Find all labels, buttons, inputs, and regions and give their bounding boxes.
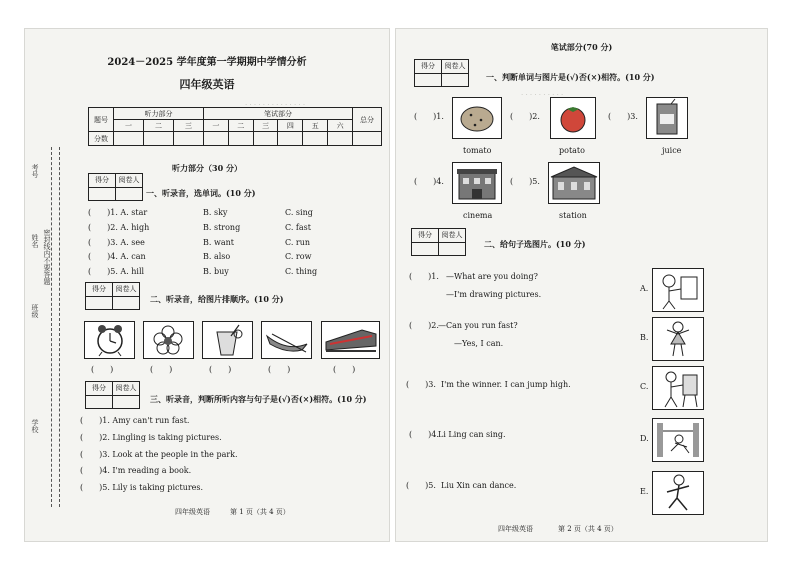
sentence-reply: —I'm drawing pictures. xyxy=(446,290,542,299)
picture-3 xyxy=(646,97,688,139)
score-label: 得分 xyxy=(86,382,113,395)
question-5: ( )5. xyxy=(510,177,540,186)
question-3: ( )3. A. see xyxy=(88,238,145,247)
station-icon xyxy=(549,163,599,203)
option-b: B. sky xyxy=(203,208,228,217)
picture-5 xyxy=(548,162,600,204)
question-3: ( )3. xyxy=(608,112,638,121)
score-table-cell: 三 xyxy=(173,120,203,132)
score-table-header: 题号 xyxy=(89,108,114,132)
option-c: C. thing xyxy=(285,267,318,276)
train-picture xyxy=(321,321,380,359)
seal-line-note: 密封线内不要答题 xyxy=(43,229,51,285)
exam-subtitle: 四年级英语 xyxy=(179,78,235,91)
order-blank[interactable]: ( ) xyxy=(91,365,114,374)
score-label: 得分 xyxy=(86,283,113,296)
exam-page-1 xyxy=(24,28,390,542)
question-4: ( )4. I'm reading a book. xyxy=(80,466,192,475)
tomato-icon xyxy=(551,98,595,138)
juice-box-icon xyxy=(647,98,687,138)
score-box xyxy=(414,59,469,87)
score-box xyxy=(88,173,143,201)
boat-picture xyxy=(261,321,312,359)
sentence: —What are you doing? xyxy=(446,272,538,281)
page-number: 第 2 页（共 4 页） xyxy=(558,525,618,533)
order-blank[interactable]: ( ) xyxy=(268,365,291,374)
juice-picture xyxy=(202,321,253,359)
class-label: 班级 xyxy=(31,304,39,318)
page-number: 第 1 页（共 4 页） xyxy=(230,508,290,516)
score-table-cell: 四 xyxy=(278,120,303,132)
score-table-cell: 三 xyxy=(253,120,278,132)
written-header: 笔试部分(70 分) xyxy=(550,42,613,52)
footer-subject: 四年级英语 xyxy=(498,525,533,533)
alarm-clock-picture xyxy=(84,321,135,359)
picture-e xyxy=(652,471,704,515)
option-letter: A. xyxy=(640,284,649,293)
grader-label: 阅卷人 xyxy=(118,176,140,184)
alarm-clock-icon xyxy=(85,322,134,358)
jumping-child-icon xyxy=(653,419,703,461)
score-table-cell: 二 xyxy=(143,120,173,132)
question-5: ( )5. xyxy=(406,481,436,490)
picture-d xyxy=(652,418,704,462)
question-3: ( )3. xyxy=(406,380,436,389)
question-5: ( )5. Lily is taking pictures. xyxy=(80,483,204,492)
question-5: ( )5. A. hill xyxy=(88,267,145,276)
sentence: —Can you run fast? xyxy=(438,321,518,330)
score-table-cell: 二 xyxy=(228,120,253,132)
train-icon xyxy=(322,322,379,358)
sentence-reply: —Yes, I can. xyxy=(454,339,504,348)
question-2: ( )2. xyxy=(510,112,540,121)
cinema-icon xyxy=(453,163,501,203)
word-label: tomato xyxy=(463,146,492,155)
drawing-child-icon xyxy=(653,269,703,311)
question-4: ( )4. xyxy=(409,430,439,439)
option-letter: D. xyxy=(640,434,649,443)
question-1: ( )1. A. star xyxy=(88,208,148,217)
score-box xyxy=(85,282,140,310)
flower-picture xyxy=(143,321,194,359)
score-box xyxy=(411,228,466,256)
grader-label: 阅卷人 xyxy=(441,231,463,239)
potato-icon xyxy=(453,98,501,138)
score-table-cell: 一 xyxy=(204,120,229,132)
boat-icon xyxy=(262,322,311,358)
section-2-title: 二、听录音，给图片排顺序。(10 分) xyxy=(150,294,284,304)
picture-4 xyxy=(452,162,502,204)
section-2-title: 二、给句子选图片。(10 分) xyxy=(484,239,586,249)
question-2: ( )2. Lingling is taking pictures. xyxy=(80,433,222,442)
painting-child-icon xyxy=(653,367,703,409)
question-4: ( )4. xyxy=(414,177,444,186)
option-letter: E. xyxy=(640,487,649,496)
score-table-header: 笔试部分 xyxy=(204,108,353,120)
question-2: ( )2. A. high xyxy=(88,223,150,232)
picture-2 xyxy=(550,97,596,139)
score-label: 得分 xyxy=(412,229,439,242)
option-letter: B. xyxy=(640,333,649,342)
score-table-cell: 一 xyxy=(114,120,144,132)
option-c: C. row xyxy=(285,252,312,261)
grader-label: 阅卷人 xyxy=(115,384,137,392)
order-blank[interactable]: ( ) xyxy=(333,365,356,374)
option-b: B. also xyxy=(203,252,231,261)
option-c: C. fast xyxy=(285,223,311,232)
exam-number-label: 考号 xyxy=(31,164,39,178)
word-label: cinema xyxy=(463,211,493,220)
word-label: station xyxy=(559,211,587,220)
running-child-icon xyxy=(653,472,703,514)
option-b: B. strong xyxy=(203,223,241,232)
dancing-girl-icon xyxy=(653,318,703,360)
order-blank[interactable]: ( ) xyxy=(150,365,173,374)
score-table-cell: 六 xyxy=(328,120,353,132)
score-table-header: 总分 xyxy=(353,108,382,132)
order-blank[interactable]: ( ) xyxy=(209,365,232,374)
question-2: ( )2. xyxy=(409,321,439,330)
question-1: ( )1. Amy can't run fast. xyxy=(80,416,190,425)
grader-label: 阅卷人 xyxy=(444,62,466,70)
sentence: Liu Xin can dance. xyxy=(441,481,517,490)
binding-line xyxy=(51,147,52,507)
score-box xyxy=(85,381,140,409)
score-table-cell: 五 xyxy=(303,120,328,132)
score-table xyxy=(88,107,382,146)
sentence: Li Ling can sing. xyxy=(438,430,506,439)
question-1: ( )1. xyxy=(409,272,439,281)
picture-c xyxy=(652,366,704,410)
flower-icon xyxy=(144,322,193,358)
option-c: C. run xyxy=(285,238,311,247)
section-1-title: 一、听录音，选单词。(10 分) xyxy=(146,188,256,198)
exam-page-2 xyxy=(395,28,768,542)
bleed-text: . . . . . . . . . . xyxy=(521,89,564,97)
picture-a xyxy=(652,268,704,312)
footer-subject: 四年级英语 xyxy=(175,508,210,516)
score-table-header: 听力部分 xyxy=(114,108,204,120)
name-label: 姓名 xyxy=(31,234,39,248)
section-3-title: 三、听录音，判断所听内容与句子是(√)否(×)相符。(10 分) xyxy=(150,394,367,404)
option-b: B. want xyxy=(203,238,234,247)
binding-line xyxy=(59,147,60,507)
sentence: I'm the winner. I can jump high. xyxy=(441,380,571,389)
school-label: 学校 xyxy=(31,419,39,433)
question-1: ( )1. xyxy=(414,112,444,121)
question-4: ( )4. A. can xyxy=(88,252,146,261)
picture-b xyxy=(652,317,704,361)
bleed-text: . . . . . . . . . . . . . . xyxy=(245,99,306,107)
question-3: ( )3. Look at the people in the park. xyxy=(80,450,238,459)
score-label: 得分 xyxy=(89,174,116,187)
exam-title: 2024－2025 学年度第一学期期中学情分析 xyxy=(107,57,307,68)
juice-glass-icon xyxy=(203,322,252,358)
option-letter: C. xyxy=(640,382,649,391)
word-label: potato xyxy=(559,146,585,155)
section-1-title: 一、判断单词与图片是(√)否(×)相符。(10 分) xyxy=(486,72,655,82)
grader-label: 阅卷人 xyxy=(115,285,137,293)
word-label: juice xyxy=(662,146,682,155)
picture-1 xyxy=(452,97,502,139)
score-label: 得分 xyxy=(415,60,442,73)
listening-header: 听力部分（30 分） xyxy=(172,163,242,173)
option-c: C. sing xyxy=(285,208,313,217)
option-b: B. buy xyxy=(203,267,229,276)
score-table-cell: 分数 xyxy=(89,132,114,146)
